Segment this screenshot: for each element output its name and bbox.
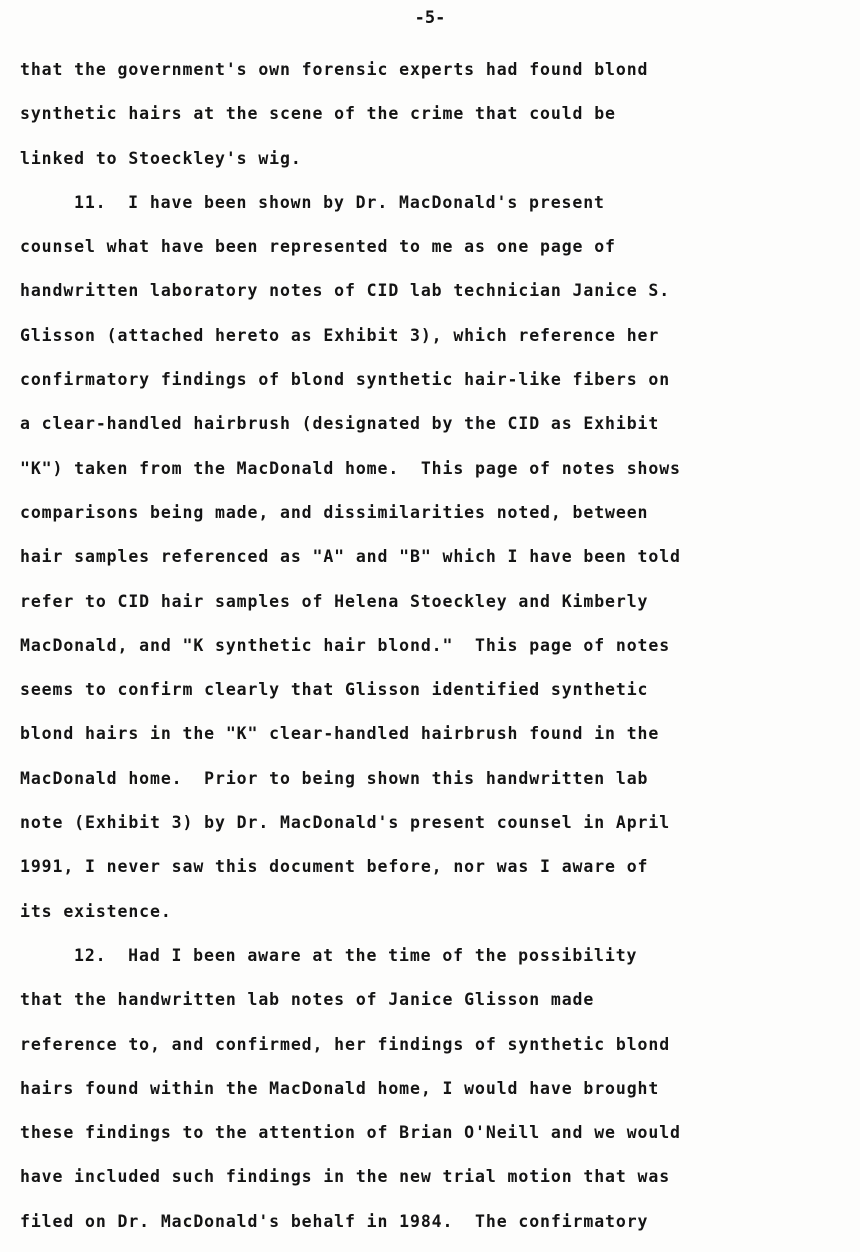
paragraph-continuation	[20, 48, 846, 181]
text-line: MacDonald home. Prior to being shown this handwritten lab	[20, 768, 649, 788]
text-line: 1991, I never saw this document before, nor was I aware of	[20, 857, 649, 877]
text-line: refer to CID hair samples of Helena Stoeckley and Kimberly	[20, 591, 649, 611]
text-line: handwritten laboratory notes of CID lab technician Janice S.	[20, 281, 671, 301]
text-line: hair samples referenced as "A" and "B" which I have been told	[20, 547, 681, 567]
text-line: note (Exhibit 3) by Dr. MacDonald's present counsel in April	[20, 813, 671, 833]
text-line: these findings to the attention of Brian O'Neill and we would	[20, 1123, 681, 1143]
text-line: comparisons being made, and dissimilarities noted, between	[20, 502, 649, 522]
text-line: 11. I have been shown by Dr. MacDonald's present	[74, 192, 605, 212]
text-line: reference to, and confirmed, her findings of synthetic blond	[20, 1034, 671, 1054]
text-line: linked to Stoeckley's wig.	[20, 148, 302, 168]
text-line: synthetic hairs at the scene of the crime that could be	[20, 104, 616, 124]
text-line: that the government's own forensic experts had found blond	[20, 60, 649, 79]
text-line: have included such findings in the new trial motion that was	[20, 1167, 671, 1187]
paragraph-11	[20, 181, 846, 934]
text-line: counsel what have been represented to me as one page of	[20, 237, 616, 257]
text-line: MacDonald, and "K synthetic hair blond." This page of notes	[20, 635, 671, 655]
text-line: that the handwritten lab notes of Janice Glisson made	[20, 990, 595, 1010]
text-line: a clear-handled hairbrush (designated by the CID as Exhibit	[20, 414, 660, 434]
text-line: confirmatory findings of blond synthetic hair-like fibers on	[20, 370, 671, 390]
text-line: filed on Dr. MacDonald's behalf in 1984. The confirmatory	[20, 1211, 649, 1231]
text-line: "K") taken from the MacDonald home. This page of notes shows	[20, 458, 681, 478]
text-line: 12. Had I been aware at the time of the possibility	[74, 945, 638, 965]
text-line: hairs found within the MacDonald home, I would have brought	[20, 1078, 660, 1098]
text-line: seems to confirm clearly that Glisson identified synthetic	[20, 680, 649, 700]
text-line: blond hairs in the "K" clear-handled hairbrush found in the	[20, 724, 660, 744]
text-line: its existence.	[20, 901, 172, 921]
document-body	[20, 48, 846, 1244]
page-number: -5-	[414, 8, 446, 28]
text-line: Glisson (attached hereto as Exhibit 3), which reference her	[20, 325, 660, 345]
paragraph-12	[20, 934, 846, 1244]
